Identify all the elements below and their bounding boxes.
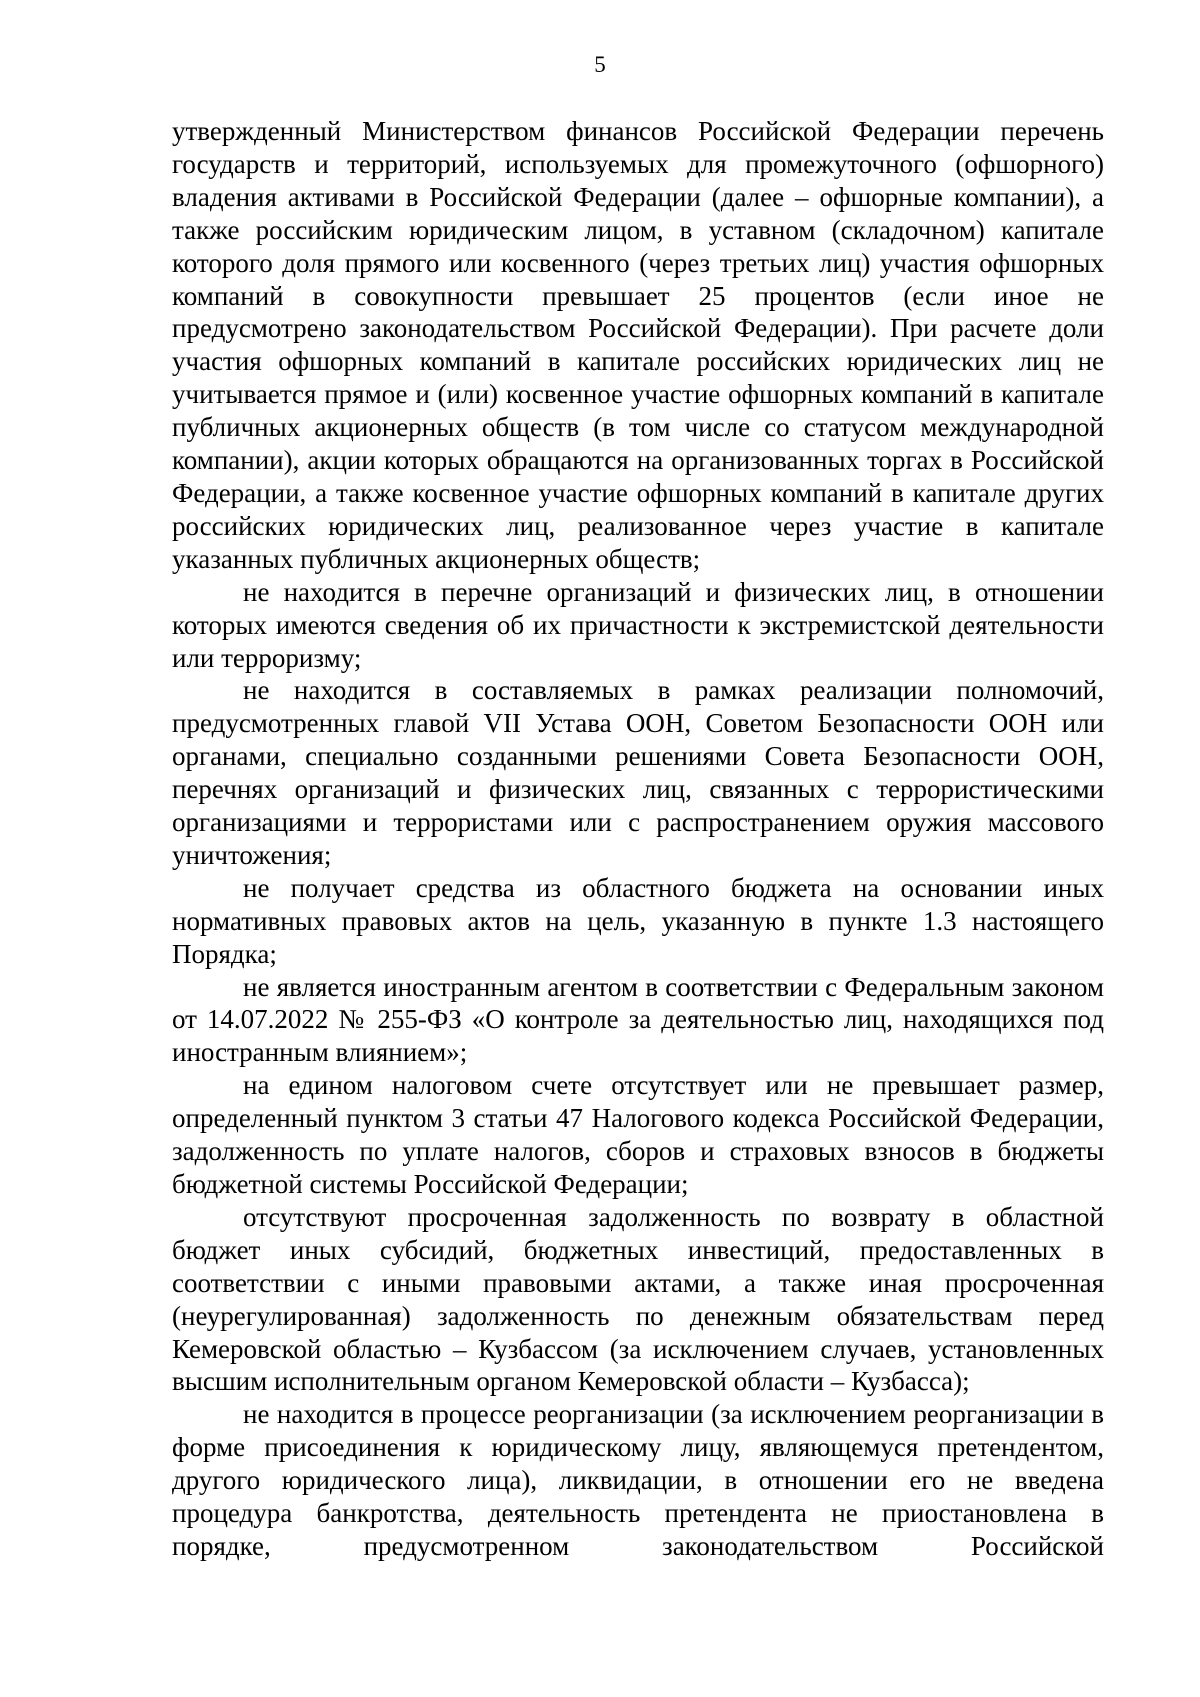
page-number: 5 (594, 52, 606, 77)
paragraph-other-budget-funds: не получает средства из областного бюджета на основании иных нормативных правовых актов на цель, указанную в пункте 1.3 настоящего Порядка; (172, 872, 1104, 969)
paragraph-tax-account: на едином налоговом счете отсутствует или не превышает размер, определенный пунктом 3 статьи 47 Налогового кодекса Российской Федерации, задолженность по уплате налогов, сборов и страховых взносов в бюджеты бюджетной системы Российской Федерации; (172, 1070, 1104, 1199)
paragraph-foreign-agent: не является иностранным агентом в соответствии с Федеральным законом от 14.07.2022 № 255-ФЗ «О контроле за деятельностью лиц, находящихся под иностранным влиянием»; (172, 971, 1104, 1068)
paragraph-offshore-companies: утвержденный Министерством финансов Российской Федерации перечень государств и территорий, используемых для промежуточного (офшорного) владения активами в Российской Федерации (далее – офшорные компании), а также российским юридическим лицом, в уставном (складочном) капитале которого доля прямого или косвенного (через третьих лиц) участия офшорных компаний в совокупности превышает 25 процентов (если иное не предусмотрено законодательством Российской Федерации). При расчете доли участия офшорных компаний в капитале российских юридических лиц не учитывается прямое и (или) косвенное участие офшорных компаний в капитале публичных акционерных обществ (в том числе со статусом международной компании), акции которых обращаются на организованных торгах в Российской Федерации, а также косвенное участие офшорных компаний в капитале других российских юридических лиц, реализованное через участие в капитале указанных публичных акционерных обществ; (172, 116, 1104, 574)
paragraph-un-sanctions-list: не находится в составляемых в рамках реализации полномочий, предусмотренных главой VII Устава ООН, Советом Безопасности ООН или органами, специально созданными решениями Совета Безопасности ООН, перечнях организаций и физических лиц, связанных с террористическими организациями и террористами или с распространением оружия массового уничтожения; (172, 675, 1104, 870)
paragraph-overdue-debt: отсутствуют просроченная задолженность по возврату в областной бюджет иных субсидий, бюджетных инвестиций, предоставленных в соответствии с иными правовыми актами, а также иная просроченная (неурегулированная) задолженность по денежным обязательствам перед Кемеровской областью – Кузбассом (за исключением случаев, установленных высшим исполнительным органом Кемеровской области – Кузбасса); (172, 1201, 1104, 1397)
paragraph-extremism-list: не находится в перечне организаций и физических лиц, в отношении которых имеются сведения об их причастности к экстремистской деятельности или терроризму; (172, 576, 1104, 673)
document-body (172, 115, 1104, 1563)
paragraph-reorganization: не находится в процессе реорганизации (за исключением реорганизации в форме присоединения к юридическому лицу, являющемуся претендентом, другого юридического лица), ликвидации, в отношении его не введена процедура банкротства, деятельность претендента не приостановлена в порядке, предусмотренном законодательством Российской (172, 1399, 1104, 1561)
